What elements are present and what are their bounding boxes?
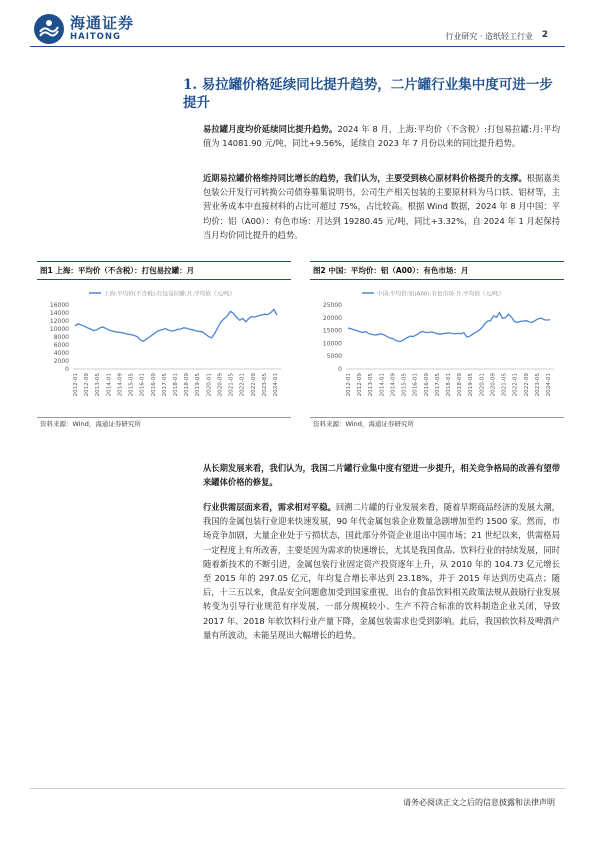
figure-1-x-tick-2: 2013-05: [95, 373, 102, 397]
paragraph-1-body: 2024 年 8 月，上海:平均价（不含税）:打包易拉罐:月:平均值为 14081.90 元/吨，同比+9.56%，延续自 2023 年 7 月份以来的同比提升趋势。: [203, 124, 560, 149]
figure-2-x-tick-2: 2013-05: [368, 373, 375, 397]
figure-1-x-tick-12: 2020-01: [206, 373, 213, 397]
figure-2-x-tick-11: 2019-05: [468, 373, 475, 397]
paragraph-2: [203, 171, 560, 242]
figure-2-x-tick-15: 2022-01: [512, 373, 519, 397]
figure-1-x-tick-8: 2017-05: [161, 373, 168, 397]
figure-1-y-tick-2: 4000: [53, 350, 69, 357]
section-title: 1. 易拉罐价格延续同比提升趋势，二片罐行业集中度可进一步提升: [183, 77, 553, 111]
figure-1-x-tick-4: 2014-09: [117, 373, 124, 397]
paragraph-3: [203, 461, 560, 489]
paragraph-1-lead: 易拉罐月度均价延续同比提升趋势。: [203, 124, 338, 134]
figure-2-x-tick-17: 2023-05: [534, 373, 541, 397]
figure-1: [37, 261, 291, 431]
figure-2-x-tick-14: 2021-05: [501, 373, 508, 397]
figure-2-source: 资料来源：Wind，海通证券研究所: [313, 420, 414, 428]
figure-1-series-line: [75, 309, 277, 341]
figure-1-y-tick-5: 10000: [49, 326, 69, 333]
figure-2: [310, 261, 564, 431]
paragraph-4-body: 回溯二片罐的行业发展来看，随着早期商品经济的发展大潮，我国的金属包装行业迎来快速发展，90 年代金属包装企业数量急剧增加至约 1500 家。然而，市场竞争加剧，大量企业处于亏损状态，国此部分外资企业退出中国市场；21 世纪以来，供需格局一定程度上有所改善，主要是因为需求的快速增长，尤其是我国食品、饮料行业的持续发展，同时随着新技术的不断引进，金属包装行业固定资产投资逐年上升，从 2010 年的 104.73 亿元增长至 2015 年的 297.05 亿元，年均复合增长率达到 23.18%，并于 2015 年达到历史高点；随后，十三五以来，食品安全问题愈加受到国家重视，出台的食品饮料相关政策法规从鼓励行业发展转变为引导行业规范有序发展，一部分规模较小、生产不符合标准的饮料制造企业关闭，导致 2017 年、2018 年软饮料行业产量下降，金属包装需求也受到影响。此后，我国软饮料及啤酒产量有所波动，未能呈现出大幅增长的趋势。: [203, 502, 560, 640]
figure-2-x-tick-12: 2020-01: [479, 373, 486, 397]
figure-2-y-tick-2: 10000: [322, 340, 342, 348]
figure-1-x-tick-9: 2018-01: [173, 373, 179, 397]
figure-2-x-tick-0: 2012-01: [346, 373, 352, 397]
figure-2-x-tick-10: 2018-09: [457, 373, 464, 397]
figure-1-x-tick-16: 2022-09: [250, 373, 257, 397]
figure-1-chart: [37, 281, 291, 415]
report-category: 行业研究 · 造纸轻工行业: [445, 32, 533, 41]
figure-1-x-tick-15: 2022-01: [239, 373, 246, 397]
figure-2-title: 图2 中国：平均价：铝（A00）：有色市场：月: [313, 266, 469, 275]
figure-1-y-tick-8: 16000: [49, 302, 69, 309]
figure-2-series-line: [348, 313, 550, 342]
page-number: 2: [541, 30, 548, 40]
paragraph-4: [203, 500, 560, 642]
logo-text-en: HAITONG: [70, 32, 121, 42]
figure-2-x-tick-3: 2014-01: [379, 373, 386, 397]
figure-1-legend-label: 上海:平均价(不含税):打包易拉罐:月:平均值（元/吨）: [104, 291, 236, 298]
figure-1-y-tick-6: 12000: [49, 318, 69, 325]
paragraph-3-lead: 从长期发展来看，我们认为，我国二片罐行业集中度有望进一步提升，相关竞争格局的改善有望带来罐体价格的修复。: [203, 463, 560, 488]
figure-2-x-tick-18: 2024-01: [546, 373, 552, 397]
figure-1-y-tick-0: 0: [65, 366, 69, 373]
figure-1-x-tick-10: 2018-09: [184, 373, 191, 397]
figure-1-x-tick-13: 2020-09: [217, 373, 224, 397]
footer-divider: [30, 788, 565, 789]
paragraph-1: [203, 122, 560, 150]
paragraph-2-body: 根据嘉美包装公开发行可转换公司债券募集说明书，公司生产相关包装的主要原材料为马口铁、铝材等，主营业务成本中直接材料的占比可超过 75%，占比较高。根据 Wind 数据，2024 年 8 月中国：平均价：铝（A00）：有色市场：月达到 19280.45 元/吨，同比+3.32%，自 2024 年 1 月起保持当月均价同比提升的趋势。: [203, 173, 560, 240]
figure-2-chart: [310, 281, 564, 415]
figure-1-x-tick-1: 2012-09: [84, 373, 91, 397]
logo-icon: [34, 14, 64, 44]
figure-2-y-tick-3: 15000: [322, 327, 342, 335]
figure-2-x-tick-1: 2012-09: [357, 373, 364, 397]
figure-1-x-tick-0: 2012-01: [73, 373, 79, 397]
figure-2-y-tick-5: 25000: [322, 302, 342, 309]
paragraph-4-lead: 行业供需层面来看，需求相对平稳。: [203, 502, 336, 512]
figure-2-y-tick-0: 0: [338, 366, 342, 373]
figure-2-x-tick-8: 2017-05: [434, 373, 441, 397]
logo-text-cn: 海通证券: [70, 14, 135, 32]
figure-2-x-tick-7: 2016-09: [423, 373, 430, 397]
figure-2-legend-label: 中国:平均价:铝(A00):有色市场:月:平均值（元/吨）: [377, 291, 505, 298]
header-divider: [30, 46, 565, 47]
figure-2-y-tick-1: 5000: [326, 353, 342, 361]
figure-2-x-tick-4: 2014-09: [390, 373, 397, 397]
figure-1-source: 资料来源：Wind，海通证券研究所: [40, 420, 141, 428]
figure-1-title: 图1 上海：平均价（不含税）：打包易拉罐：月: [40, 266, 195, 275]
figure-2-x-tick-13: 2020-09: [490, 373, 497, 397]
figure-1-y-tick-3: 6000: [53, 342, 69, 349]
figure-1-x-tick-11: 2019-05: [195, 373, 202, 397]
figure-2-x-tick-6: 2016-01: [412, 373, 419, 397]
figure-1-x-tick-17: 2023-05: [261, 373, 268, 397]
company-logo: [34, 12, 154, 48]
figure-1-x-tick-6: 2016-01: [139, 373, 146, 397]
figure-1-y-tick-1: 2000: [53, 358, 69, 365]
figure-2-x-tick-9: 2018-01: [446, 373, 452, 397]
footer-disclaimer: 请务必阅读正文之后的信息披露和法律声明: [403, 798, 555, 807]
figure-1-x-tick-5: 2015-05: [128, 373, 135, 397]
figure-2-x-tick-5: 2015-05: [401, 373, 408, 397]
figure-2-y-tick-4: 20000: [322, 314, 342, 322]
figure-1-x-tick-7: 2016-09: [150, 373, 157, 397]
figure-1-x-tick-18: 2024-01: [273, 373, 279, 397]
paragraph-2-lead: 近期易拉罐价格维持同比增长的趋势，我们认为，主要受到核心原材料价格提升的支撑。: [203, 173, 527, 183]
figure-1-x-tick-3: 2014-01: [106, 373, 113, 397]
figure-1-y-tick-4: 8000: [53, 334, 69, 341]
figure-2-x-tick-16: 2022-09: [523, 373, 530, 397]
figure-1-x-tick-14: 2021-05: [228, 373, 235, 397]
figure-1-y-tick-7: 14000: [49, 310, 69, 317]
